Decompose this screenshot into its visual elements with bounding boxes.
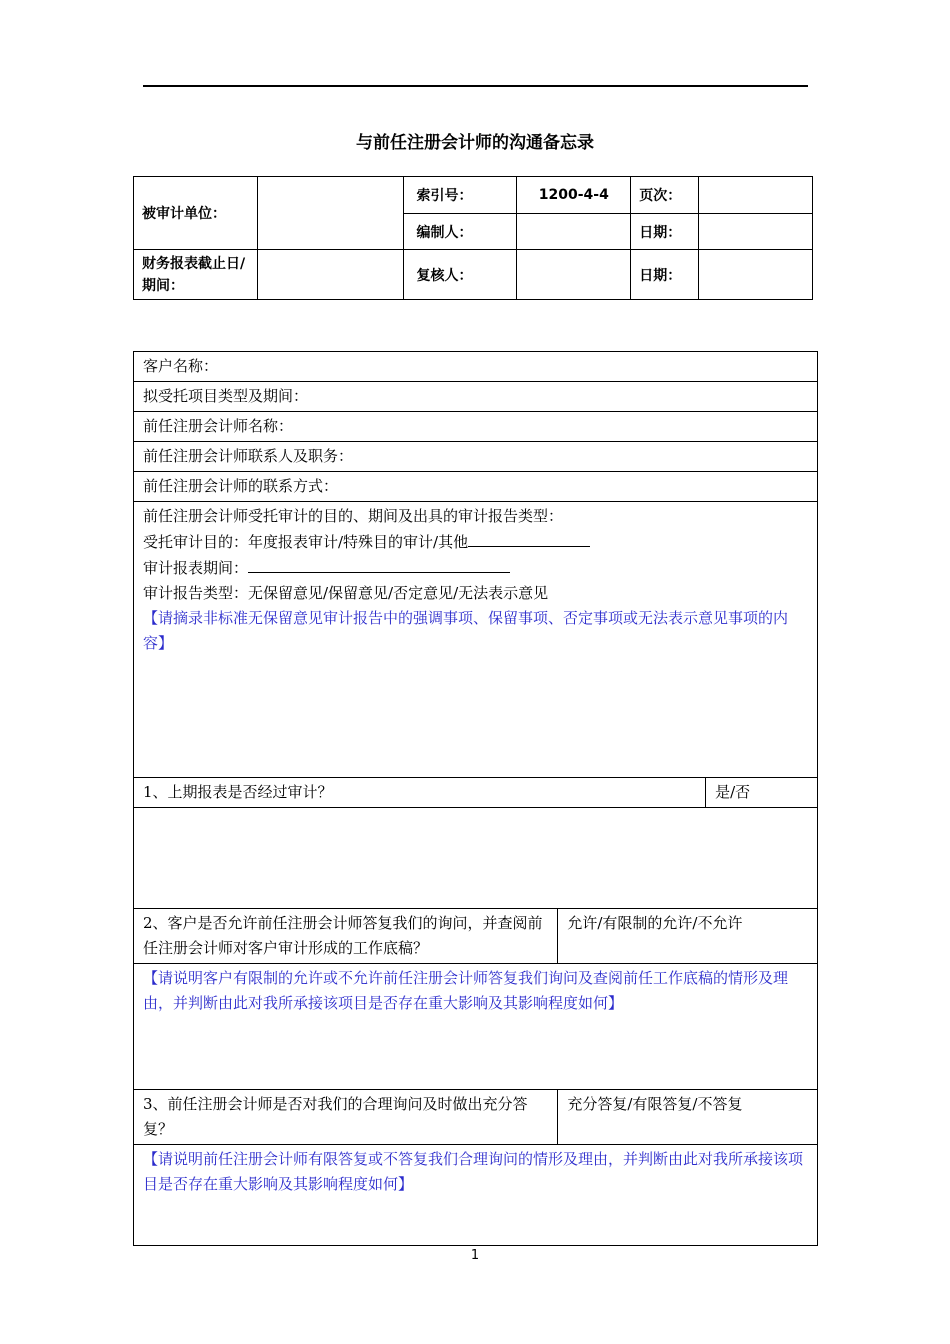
purpose-line: 受托审计目的：年度报表审计/特殊目的审计/其他: [143, 529, 808, 555]
page-label: 页次：: [631, 177, 699, 214]
preparer-label: 编制人：: [403, 214, 517, 250]
index-label: 索引号：: [403, 177, 517, 214]
report-type-line: 审计报告类型：无保留意见/保留意见/否定意见/无法表示意见: [143, 584, 549, 602]
predecessor-name-field[interactable]: 前任注册会计师名称：: [134, 412, 818, 442]
reviewer-label: 复核人：: [403, 250, 517, 300]
question-1-notes[interactable]: [134, 808, 818, 909]
client-name-field[interactable]: 客户名称：: [134, 352, 818, 382]
date-value-2[interactable]: [699, 250, 813, 300]
header-table: [133, 176, 813, 300]
question-2: 2、客户是否允许前任注册会计师答复我们的询问，并查阅前任注册会计师对客户审计形成的工作底稿？: [134, 909, 558, 964]
top-rule: [143, 85, 808, 87]
period-label: 财务报表截止日/期间：: [134, 250, 258, 300]
communication-form: [133, 351, 818, 1246]
date-label-1: 日期：: [631, 214, 699, 250]
index-value: 1200-4-4: [517, 177, 631, 214]
audited-unit-label: 被审计单位：: [134, 177, 258, 250]
document-title: 与前任注册会计师的沟通备忘录: [356, 133, 594, 153]
question-3: 3、前任注册会计师是否对我们的合理询问及时做出充分答复？: [134, 1090, 558, 1145]
question-2-note[interactable]: 【请说明客户有限制的允许或不允许前任注册会计师答复我们询问及查阅前任工作底稿的情形及理由，并判断由此对我所承接该项目是否存在重大影响及其影响程度如何】: [134, 964, 818, 1090]
question-2-answer[interactable]: 允许/有限制的允许/不允许: [558, 909, 818, 964]
question-1: 1、上期报表是否经过审计？: [134, 778, 706, 808]
audited-unit-value[interactable]: [257, 177, 403, 250]
purpose-note: 【请摘录非标准无保留意见审计报告中的强调事项、保留事项、否定事项或无法表示意见事项的内容】: [143, 609, 789, 652]
preparer-value[interactable]: [517, 214, 631, 250]
page-value[interactable]: [699, 177, 813, 214]
engagement-type-field[interactable]: 拟受托项目类型及期间：: [134, 382, 818, 412]
date-value-1[interactable]: [699, 214, 813, 250]
period-value[interactable]: [257, 250, 403, 300]
page-number: 1: [470, 1248, 480, 1263]
question-3-answer[interactable]: 充分答复/有限答复/不答复: [558, 1090, 818, 1145]
predecessor-contact-method-field[interactable]: 前任注册会计师的联系方式：: [134, 472, 818, 502]
question-3-note[interactable]: 【请说明前任注册会计师有限答复或不答复我们合理询问的情形及理由，并判断由此对我所承接该项目是否存在重大影响及其影响程度如何】: [134, 1145, 818, 1246]
predecessor-contact-field[interactable]: 前任注册会计师联系人及职务：: [134, 442, 818, 472]
reviewer-value[interactable]: [517, 250, 631, 300]
audit-purpose-section[interactable]: [134, 502, 818, 778]
question-1-answer[interactable]: 是/否: [706, 778, 818, 808]
purpose-heading: 前任注册会计师受托审计的目的、期间及出具的审计报告类型：: [143, 507, 564, 525]
date-label-2: 日期：: [631, 250, 699, 300]
period-line: 审计报表期间：: [143, 555, 808, 581]
